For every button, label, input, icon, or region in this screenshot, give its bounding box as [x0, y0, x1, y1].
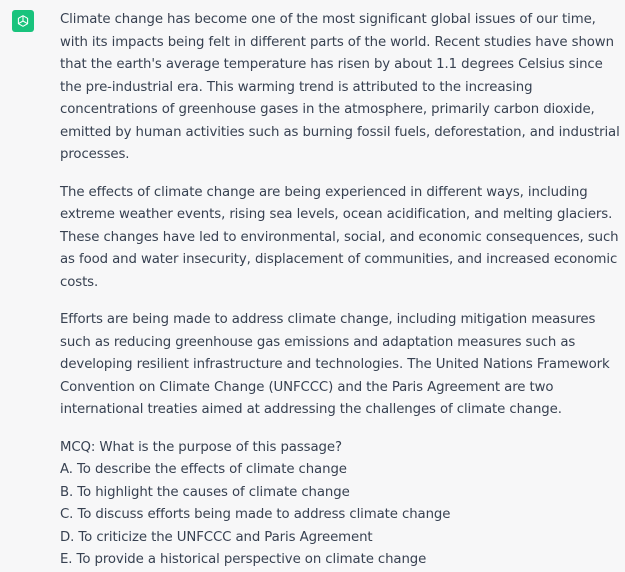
message-content	[60, 9, 620, 572]
paragraph-2: The effects of climate change are being experienced in different ways, including extreme weather events, rising sea levels, ocean acidification, and melting glaciers. These changes have led to environmental, social, and economic consequences, such as food and water insecurity, displacement of communities, and increased economic costs.	[60, 184, 619, 290]
mcq-option-a: A. To describe the effects of climate change	[60, 462, 347, 477]
paragraph-1: Climate change has become one of the most significant global issues of our time, with its impacts being felt in different parts of the world. Recent studies have shown that the earth's average temperature has risen by about 1.1 degrees Celsius since the pre-industrial era. This warming trend is attributed to the increasing concentrations of greenhouse gases in the atmosphere, primarily carbon dioxide, emitted by human activities such as burning fossil fuels, deforestation, and industrial processes.	[60, 12, 620, 162]
assistant-avatar	[12, 10, 34, 32]
mcq-option-d: D. To criticize the UNFCCC and Paris Agreement	[60, 529, 373, 545]
mcq-option-c: C. To discuss efforts being made to address climate change	[60, 507, 451, 522]
openai-logo-icon	[15, 13, 31, 29]
mcq-block	[60, 437, 620, 572]
paragraph-3: Efforts are being made to address climate change, including mitigation measures such as reducing greenhouse gas emissions and adaptation measures such as developing resilient infrastructure and technologies. The United Nations Framework Convention on Climate Change (UNFCCC) and the Paris Agreement are two international treaties aimed at addressing the challenges of climate change.	[60, 312, 610, 417]
mcq-question: MCQ: What is the purpose of this passage?	[60, 439, 342, 455]
mcq-option-e: E. To provide a historical perspective on climate change	[60, 552, 427, 567]
mcq-option-b: B. To highlight the causes of climate change	[60, 484, 350, 500]
